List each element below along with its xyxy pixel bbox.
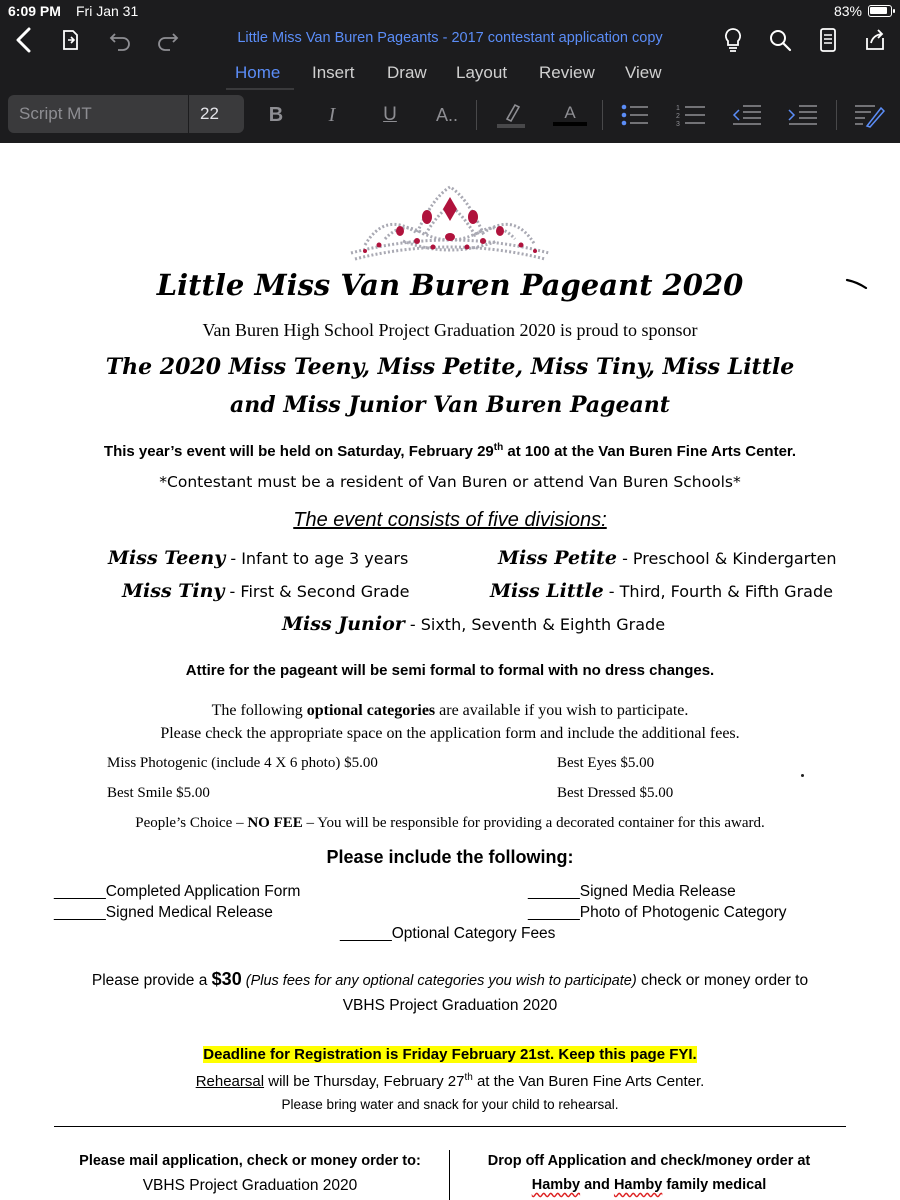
stray-dot-mark: [801, 774, 804, 777]
dropoff-and: and: [580, 1177, 614, 1193]
resident-note: *Contestant must be a resident of Van Buren or attend Van Buren Schools*: [159, 473, 741, 491]
dropoff-location: [452, 1177, 846, 1193]
event-date-pre: This year’s event will be held on Saturday, February 29: [103, 443, 494, 460]
rehearsal-mid: will be Thursday, February 27: [264, 1073, 465, 1090]
event-date-post: at 100 at the Van Buren Fine Arts Center.: [503, 443, 797, 460]
document-page[interactable]: [0, 143, 900, 1200]
font-color-letter: A: [564, 103, 576, 122]
water-snack-note: Please bring water and snack for your child to rehearsal.: [281, 1097, 619, 1112]
division-name: Miss Teeny: [108, 547, 226, 569]
mail-heading: Please mail application, check or money order to:: [79, 1153, 421, 1169]
rehearsal-word: Rehearsal: [195, 1073, 265, 1090]
event-date-line: [0, 442, 900, 460]
dropoff-hamby-second: Hamby: [613, 1177, 663, 1193]
deadline-highlight: Deadline for Registration is Friday February 21st. Keep this page FYI.: [203, 1046, 697, 1063]
bullet-list-icon[interactable]: [618, 101, 652, 129]
font-color-button[interactable]: [552, 101, 588, 129]
tiara-image: [345, 175, 555, 263]
attire-note: Attire for the pageant will be semi formal to formal with no dress changes.: [185, 662, 715, 679]
font-color-swatch: [553, 122, 587, 126]
file-menu-icon[interactable]: [56, 26, 86, 54]
optional-categories-line2: Please check the appropriate space on the application form and include the additional fees.: [160, 725, 740, 742]
title-bar: [0, 22, 900, 58]
checklist-label: Signed Medical Release: [105, 904, 273, 921]
event-date-sup: th: [493, 442, 504, 453]
font-name[interactable]: Script MT: [19, 104, 92, 123]
search-icon[interactable]: [765, 26, 795, 54]
sponsor-line: Van Buren High School Project Graduation 2020 is proud to sponsor: [202, 320, 698, 340]
undo-icon[interactable]: [105, 26, 135, 54]
share-icon[interactable]: [860, 26, 890, 54]
tab-home[interactable]: Home: [235, 63, 281, 82]
active-tab-indicator: [226, 88, 294, 90]
text-style-button[interactable]: A..: [435, 104, 458, 125]
rehearsal-sup: th: [464, 1072, 473, 1083]
division-desc: - Infant to age 3 years: [225, 549, 409, 568]
dropoff-rest: family medical: [662, 1177, 767, 1193]
division-name: Miss Petite: [498, 547, 617, 569]
category-best-eyes: Best Eyes $5.00: [557, 755, 655, 771]
division-miss-little: [490, 580, 833, 602]
checklist-blank: ______: [528, 904, 580, 921]
category-photogenic: Miss Photogenic (include 4 X 6 photo) $5.00: [107, 755, 378, 771]
tab-draw[interactable]: Draw: [387, 63, 427, 82]
payment-amount: $30: [211, 969, 242, 989]
checklist-application-form: [54, 883, 300, 901]
battery-icon: [868, 5, 892, 17]
column-divider: [449, 1150, 450, 1200]
decrease-indent-icon[interactable]: [730, 101, 764, 129]
checklist-blank: ______: [528, 883, 580, 900]
divisions-heading: The event consists of five divisions:: [293, 509, 607, 531]
svg-text:3: 3: [676, 121, 680, 128]
status-date: Fri Jan 31: [76, 3, 139, 19]
increase-indent-icon[interactable]: [786, 101, 820, 129]
checklist-label: Optional Category Fees: [391, 925, 556, 942]
svg-text:1: 1: [676, 105, 680, 112]
payment-italic: (Plus fees for any optional categories you wish to participate): [241, 973, 637, 989]
rehearsal-post: at the Van Buren Fine Arts Center.: [472, 1073, 705, 1090]
divisions-subtitle-line1: The 2020 Miss Teeny, Miss Petite, Miss Tiny, Miss Little: [105, 354, 795, 380]
tab-view[interactable]: View: [625, 63, 662, 82]
division-desc: - Third, Fourth & Fifth Grade: [603, 582, 833, 601]
mail-payee: VBHS Project Graduation 2020: [142, 1177, 358, 1194]
numbered-list-icon[interactable]: [674, 101, 708, 129]
status-bar: [0, 0, 900, 22]
styles-pane-icon[interactable]: [852, 101, 886, 129]
status-time: 6:09 PM: [8, 3, 61, 19]
checklist-label: Photo of Photogenic Category: [579, 904, 787, 921]
tab-insert[interactable]: Insert: [312, 63, 355, 82]
svg-text:2: 2: [676, 113, 680, 120]
division-name: Miss Tiny: [122, 580, 225, 602]
division-name: Miss Junior: [282, 613, 405, 635]
back-chevron-icon[interactable]: [8, 26, 38, 54]
checklist-label: Signed Media Release: [579, 883, 736, 900]
tab-review[interactable]: Review: [539, 63, 595, 82]
lightbulb-icon[interactable]: [718, 26, 748, 54]
include-heading: Please include the following:: [326, 847, 574, 867]
division-name: Miss Little: [490, 580, 604, 602]
section-divider: [54, 1126, 846, 1127]
division-miss-tiny: [122, 580, 409, 602]
font-picker-divider: [188, 95, 189, 133]
battery-percent: 83%: [833, 3, 862, 19]
checklist-blank: ______: [54, 904, 106, 921]
optional-pre: The following: [211, 702, 307, 719]
division-miss-teeny: [108, 547, 408, 569]
optional-bold: optional categories: [306, 702, 436, 719]
checklist-medical-release: [54, 904, 273, 922]
highlight-icon[interactable]: [494, 101, 528, 129]
division-miss-junior: [282, 613, 665, 635]
app-chrome: [0, 0, 900, 143]
toolbar-separator: [602, 100, 603, 130]
category-best-dressed: Best Dressed $5.00: [557, 785, 674, 801]
ribbon-tabs: [0, 58, 900, 90]
font-size[interactable]: 22: [200, 104, 219, 123]
division-miss-petite: [498, 547, 836, 569]
peoples-choice-bold: NO FEE: [247, 815, 303, 831]
peoples-choice-pre: People’s Choice –: [135, 815, 248, 831]
pageant-title: Little Miss Van Buren Pageant 2020: [156, 268, 744, 302]
division-desc: - Sixth, Seventh & Eighth Grade: [404, 615, 666, 634]
formatting-toolbar: [0, 92, 900, 140]
italic-button[interactable]: I: [328, 103, 336, 126]
checklist-media-release: [528, 883, 736, 901]
checklist-category-fees: [340, 925, 555, 943]
checklist-label: Completed Application Form: [105, 883, 301, 900]
deadline-line: [0, 1046, 900, 1063]
checklist-blank: ______: [54, 883, 106, 900]
toolbar-separator: [476, 100, 477, 130]
payment-line: [0, 969, 900, 990]
payment-post: check or money order to: [636, 972, 809, 989]
dropoff-hamby-first: Hamby: [531, 1177, 581, 1193]
rehearsal-line: [0, 1072, 900, 1090]
mobile-view-icon[interactable]: [813, 26, 843, 54]
bold-button[interactable]: B: [268, 103, 284, 126]
peoples-choice-post: – You will be responsible for providing a decorated container for this award.: [302, 815, 765, 831]
toolbar-separator: [836, 100, 837, 130]
optional-post: are available if you wish to participate.: [435, 702, 689, 719]
dropoff-heading: Drop off Application and check/money order at: [487, 1153, 811, 1169]
payment-pre: Please provide a: [91, 972, 212, 989]
divisions-subtitle-line2: and Miss Junior Van Buren Pageant: [230, 392, 670, 418]
tab-layout[interactable]: Layout: [456, 63, 508, 82]
checklist-blank: ______: [340, 925, 392, 942]
optional-categories-line1: [0, 702, 900, 720]
payment-payee: VBHS Project Graduation 2020: [342, 997, 558, 1014]
category-best-smile: Best Smile $5.00: [107, 785, 210, 801]
peoples-choice-line: [0, 815, 900, 832]
font-picker[interactable]: [8, 95, 244, 133]
division-desc: - First & Second Grade: [224, 582, 410, 601]
underline-button[interactable]: U: [383, 104, 397, 125]
document-title[interactable]: Little Miss Van Buren Pageants - 2017 contestant application copy: [237, 30, 663, 46]
division-desc: - Preschool & Kindergarten: [616, 549, 837, 568]
redo-icon[interactable]: [153, 26, 183, 54]
checklist-photo: [528, 904, 787, 922]
